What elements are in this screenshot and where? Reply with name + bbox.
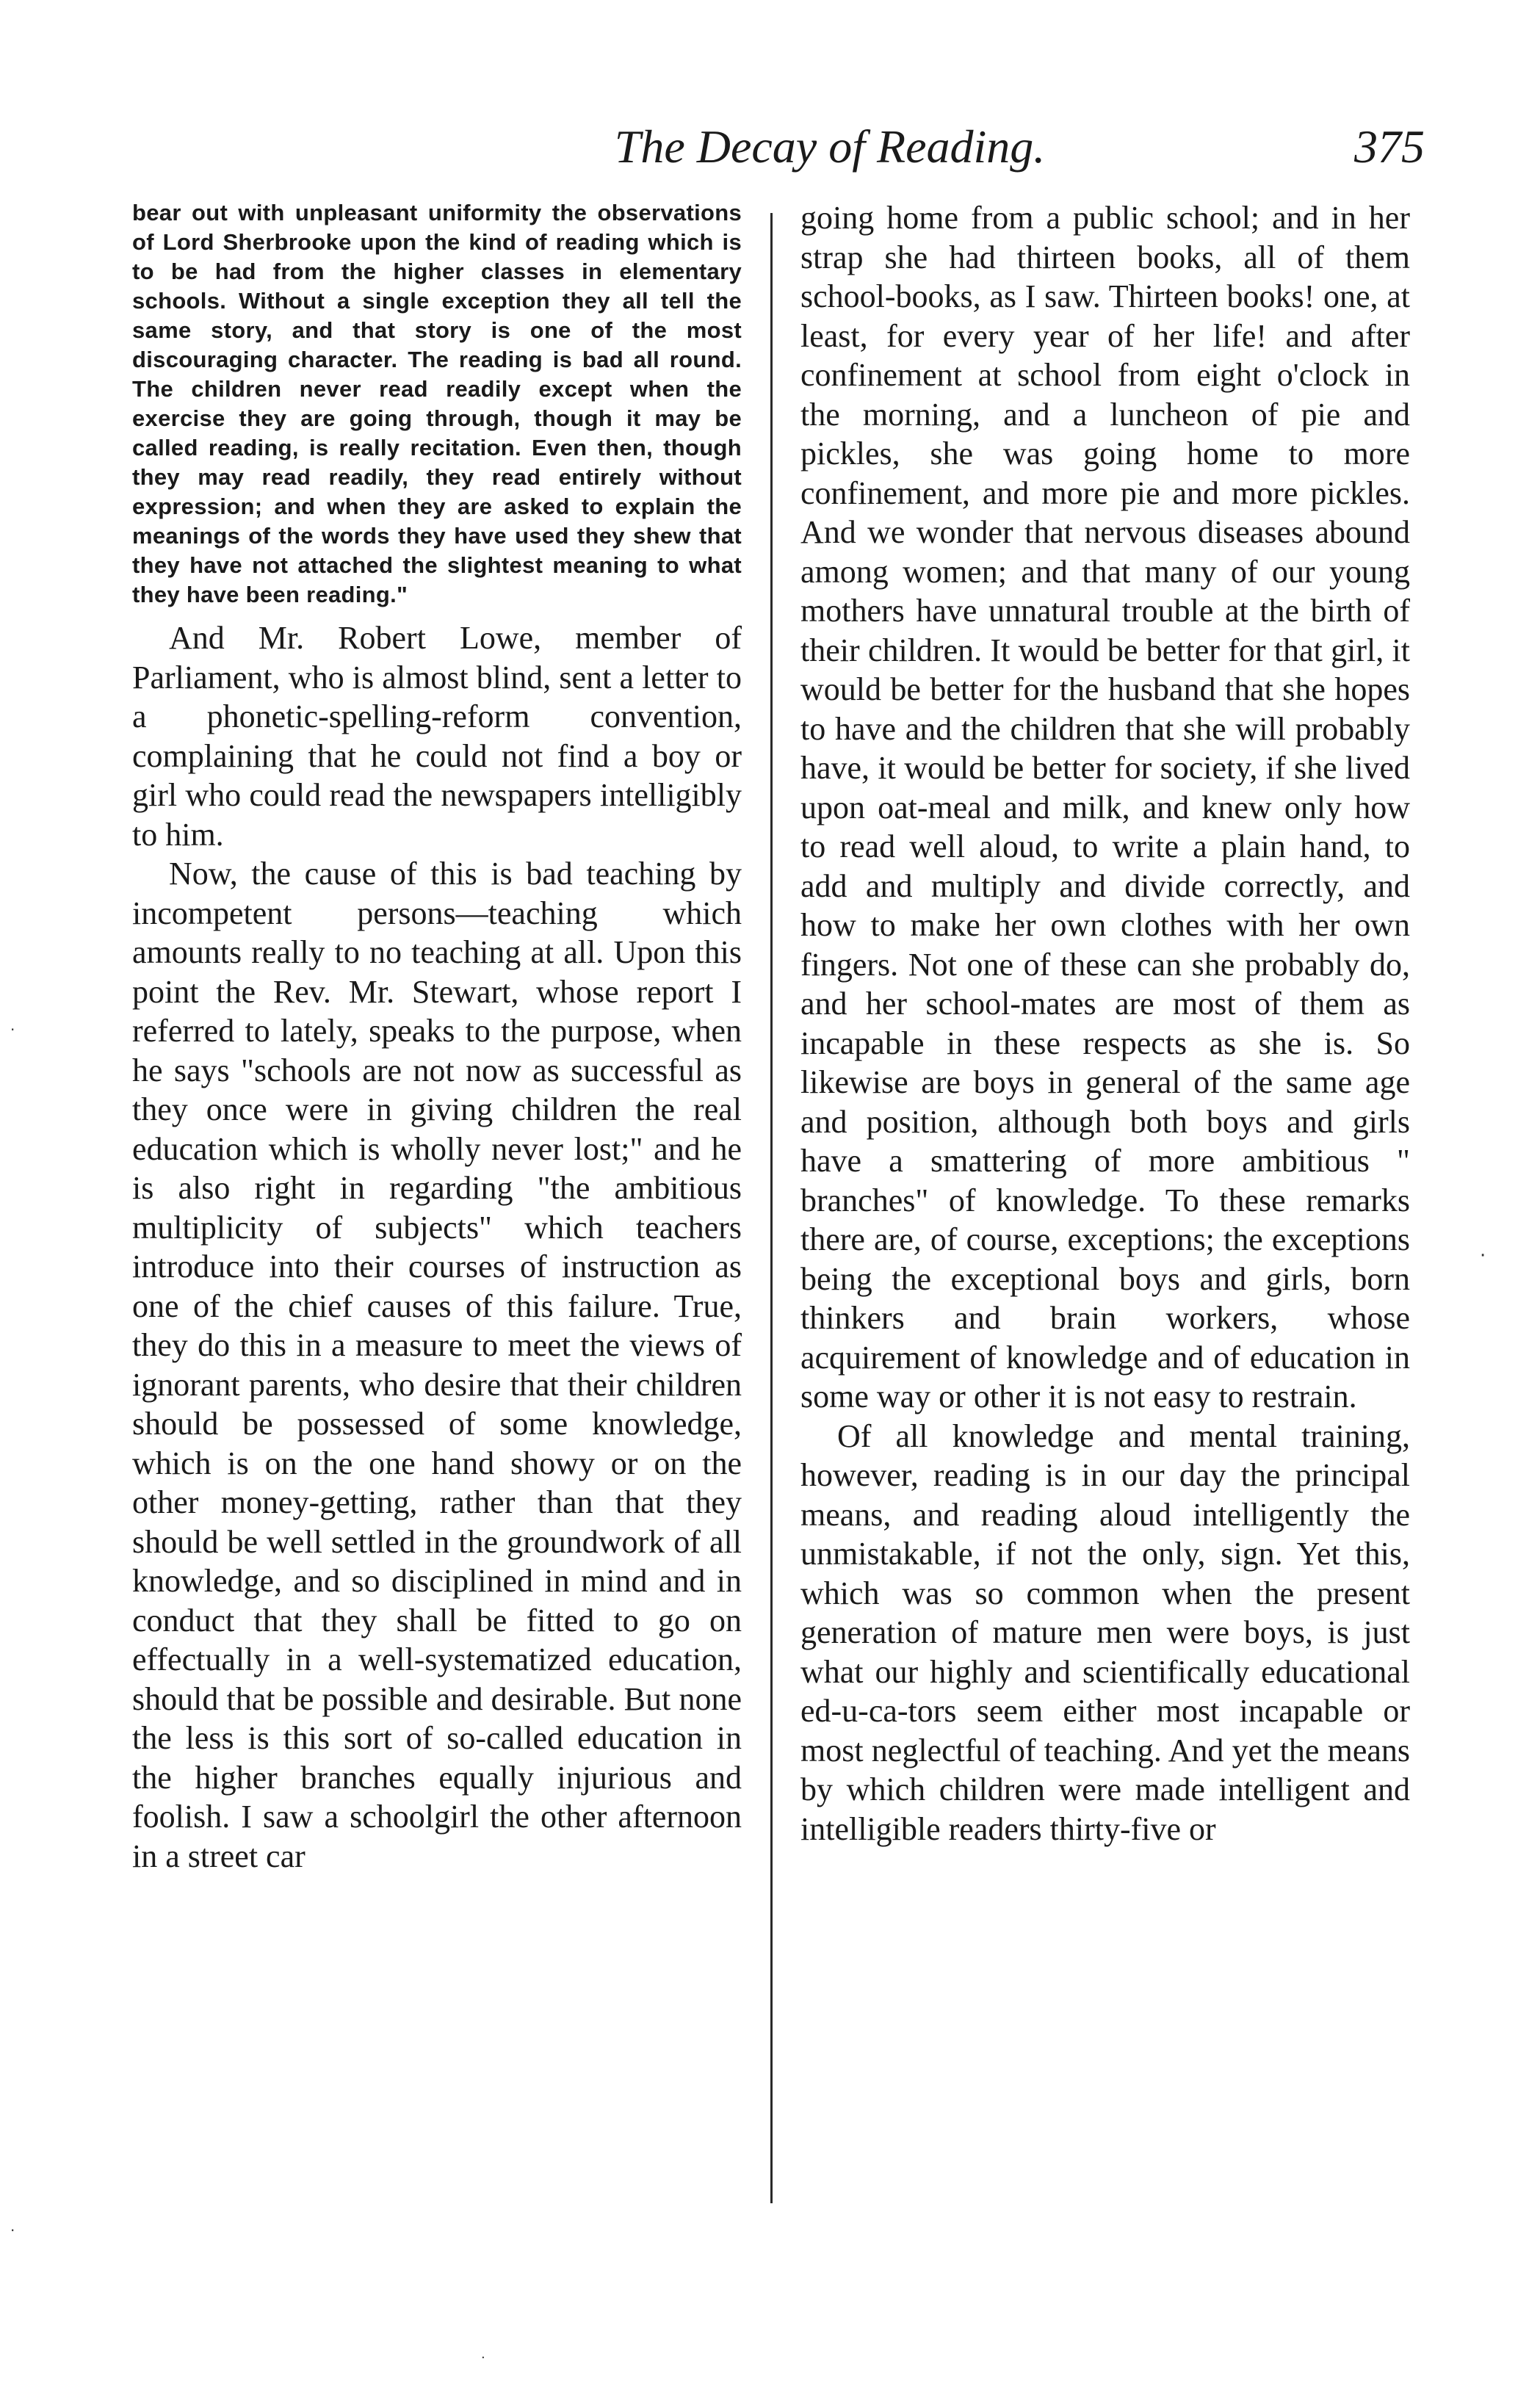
right-column [800, 198, 1410, 1849]
page-header [132, 110, 1439, 184]
scan-speck: · [10, 1021, 15, 1038]
quoted-report: bear out with unpleasant uniformity the observations of Lord Sherbrooke upon the kind of reading which is to be had from the higher classes in elementary schools. Without a single exception they all tell the same story, and that story is one of the most discouraging character. The reading is bad all round. The children never read readily except when the exercise they are going through, though it may be called reading, is really recitation. Even then, though they may read readily, they read entirely without expression; and when they are asked to explain the meanings of the words they have used they shew that they have not attached the slightest meaning to what they have been reading." [132, 200, 742, 607]
page-number: 375 [1354, 120, 1425, 173]
left-column [132, 198, 742, 1876]
paragraph-schoolgirl: going home from a public school; and in her strap she had thirteen books, all of them school-books, as I saw. Thirteen books! one, at least, for every year of her life! and after confinement at school from eight o'clock in the morning, and a luncheon of pie and pickles, she was going home to more confinement, and more pie and more pickles. And we wonder that nervous diseases abound among women; and that many of our young mothers have unnatural trouble at the birth of their children. It would be better for that girl, it would be better for the husband that she hopes to have and the children that she will probably have, it would be better for society, if she lived upon oat-meal and milk, and knew only how to read well aloud, to write a plain hand, to add and multiply and divide correctly, and how to make her own clothes with her own fingers. Not one of these can she probably do, and her school-mates are most of them as incapable in these respects as she is. So likewise are boys in general of the same age and position, although both boys and girls have a smattering of more ambitious " branches" of knowledge. To these remarks there are, of course, exceptions; the exceptions being the exceptional boys and girls, born thinkers and brain workers, whose acquirement of knowledge and of education in some way or other it is not easy to restrain. [800, 200, 1410, 1414]
scan-speck: · [481, 2350, 485, 2366]
scan-speck: · [10, 2222, 15, 2239]
paragraph-reading-aloud: Of all knowledge and mental training, however, reading is in our day the principal means, and reading aloud intelligently the unmistakable, if not the only, sign. Yet this, which was so common when the present generation of mature men were boys, is just what our highly and scientifically educational ed-u-ca-tors seem either most incapable or most neglectful of teaching. And yet the means by which children were made intelligent and intelligible readers thirty-five or [800, 1417, 1410, 1847]
scan-speck: · [1480, 1245, 1486, 1267]
paragraph-robert-lowe: And Mr. Robert Lowe, member of Parliament, who is almost blind, sent a letter to a phonetic-spelling-reform convention, complaining that he could not find a boy or girl who could read the newspapers intelligibly to him. [132, 620, 742, 853]
column-divider [770, 213, 773, 2203]
paragraph-cause: Now, the cause of this is bad teaching by incompetent persons—teaching which amounts really to no teaching at all. Upon this point the Rev. Mr. Stewart, whose report I referred to lately, speaks to the purpose, when he says "schools are not now as successful as they once were in giving children the real education which is wholly never lost;" and he is also right in regarding "the ambitious multiplicity of subjects" which teachers introduce into their courses of instruction as one of the chief causes of this failure. True, they do this in a measure to meet the views of ignorant parents, who desire that their children should be possessed of some knowledge, which is on the one hand showy or on the other money-getting, rather than that they should be well settled in the groundwork of all knowledge, and so disciplined in mind and in conduct that they shall be fitted to go on effectually in a well-systematized education, should that be possible and desirable. But none the less is this sort of so-called education in the higher branches equally injurious and foolish. I saw a schoolgirl the other afternoon in a street car [132, 856, 742, 1874]
running-title: The Decay of Reading. [614, 120, 1046, 173]
